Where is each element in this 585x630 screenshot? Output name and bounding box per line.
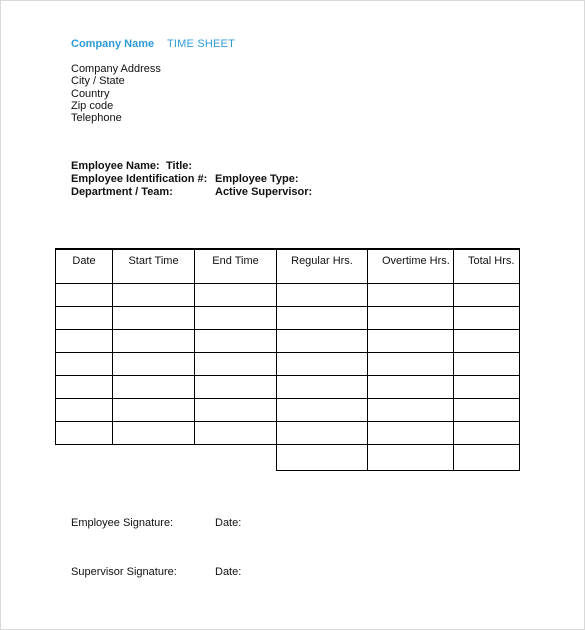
time-entry-cell[interactable]: [277, 283, 368, 306]
column-header-end-time: End Time: [195, 249, 277, 283]
time-entry-cell[interactable]: [454, 306, 520, 329]
time-entry-cell[interactable]: [113, 352, 195, 375]
employee-signature-date-label: Date:: [215, 517, 242, 529]
column-header-date: Date: [56, 249, 113, 283]
time-entry-cell[interactable]: [277, 421, 368, 444]
table-row: [56, 375, 520, 398]
department-label: Department / Team:: [71, 186, 173, 198]
time-entry-cell[interactable]: [113, 398, 195, 421]
totals-cell[interactable]: [277, 444, 368, 470]
time-entry-cell[interactable]: [368, 398, 454, 421]
column-header-start-time: Start Time: [113, 249, 195, 283]
time-entry-cell[interactable]: [454, 421, 520, 444]
address-line: Zip code: [71, 100, 114, 112]
time-entry-cell[interactable]: [277, 398, 368, 421]
address-line: Company Address: [71, 63, 161, 75]
supervisor-label: Active Supervisor:: [215, 186, 313, 198]
employee-name-label: Employee Name:: [71, 160, 160, 172]
totals-cell[interactable]: [454, 444, 520, 470]
supervisor-signature-date-label: Date:: [215, 566, 242, 578]
time-entry-cell[interactable]: [195, 283, 277, 306]
table-row: [56, 329, 520, 352]
table-row: [56, 306, 520, 329]
totals-spacer: [113, 444, 195, 470]
time-entry-cell[interactable]: [454, 283, 520, 306]
time-entry-cell[interactable]: [277, 375, 368, 398]
time-entry-cell[interactable]: [56, 352, 113, 375]
table-header-row: [56, 249, 520, 283]
column-header-total-hrs: Total Hrs.: [454, 249, 520, 283]
company-name: Company Name: [71, 38, 155, 50]
employee-type-label: Employee Type:: [215, 173, 299, 185]
column-header-regular-hrs: Regular Hrs.: [277, 249, 368, 283]
time-entry-cell[interactable]: [195, 398, 277, 421]
time-entry-cell[interactable]: [454, 375, 520, 398]
time-entry-cell[interactable]: [113, 329, 195, 352]
totals-row: [56, 444, 520, 470]
time-entry-cell[interactable]: [277, 352, 368, 375]
table-row: [56, 421, 520, 444]
document-title: TIME SHEET: [167, 38, 236, 50]
table-row: [56, 352, 520, 375]
time-entry-cell[interactable]: [195, 421, 277, 444]
timesheet-table: [55, 248, 520, 471]
totals-spacer: [56, 444, 113, 470]
employee-id-label: Employee Identification #:: [71, 173, 208, 185]
supervisor-signature-label: Supervisor Signature:: [71, 566, 177, 578]
time-entry-cell[interactable]: [56, 329, 113, 352]
time-entry-cell[interactable]: [56, 375, 113, 398]
address-line: Country: [71, 88, 110, 100]
time-entry-cell[interactable]: [56, 306, 113, 329]
time-entry-cell[interactable]: [368, 352, 454, 375]
time-entry-cell[interactable]: [277, 329, 368, 352]
time-entry-cell[interactable]: [113, 306, 195, 329]
totals-cell[interactable]: [368, 444, 454, 470]
time-entry-cell[interactable]: [195, 352, 277, 375]
time-entry-cell[interactable]: [195, 329, 277, 352]
title-label: Title:: [166, 160, 193, 172]
time-entry-cell[interactable]: [277, 306, 368, 329]
time-entry-cell[interactable]: [56, 398, 113, 421]
address-line: City / State: [71, 75, 125, 87]
column-header-overtime-hrs: Overtime Hrs.: [368, 249, 454, 283]
time-entry-cell[interactable]: [56, 283, 113, 306]
time-entry-cell[interactable]: [454, 352, 520, 375]
time-entry-cell[interactable]: [113, 283, 195, 306]
time-entry-cell[interactable]: [368, 283, 454, 306]
time-entry-cell[interactable]: [368, 329, 454, 352]
address-line: Telephone: [71, 112, 122, 124]
time-entry-cell[interactable]: [113, 375, 195, 398]
employee-signature-label: Employee Signature:: [71, 517, 174, 529]
totals-spacer: [195, 444, 277, 470]
time-entry-cell[interactable]: [368, 375, 454, 398]
time-entry-cell[interactable]: [195, 375, 277, 398]
table-row: [56, 398, 520, 421]
time-entry-cell[interactable]: [454, 398, 520, 421]
time-entry-cell[interactable]: [195, 306, 277, 329]
time-entry-cell[interactable]: [56, 421, 113, 444]
time-entry-cell[interactable]: [368, 421, 454, 444]
time-entry-cell[interactable]: [454, 329, 520, 352]
time-entry-cell[interactable]: [113, 421, 195, 444]
time-entry-cell[interactable]: [368, 306, 454, 329]
table-row: [56, 283, 520, 306]
